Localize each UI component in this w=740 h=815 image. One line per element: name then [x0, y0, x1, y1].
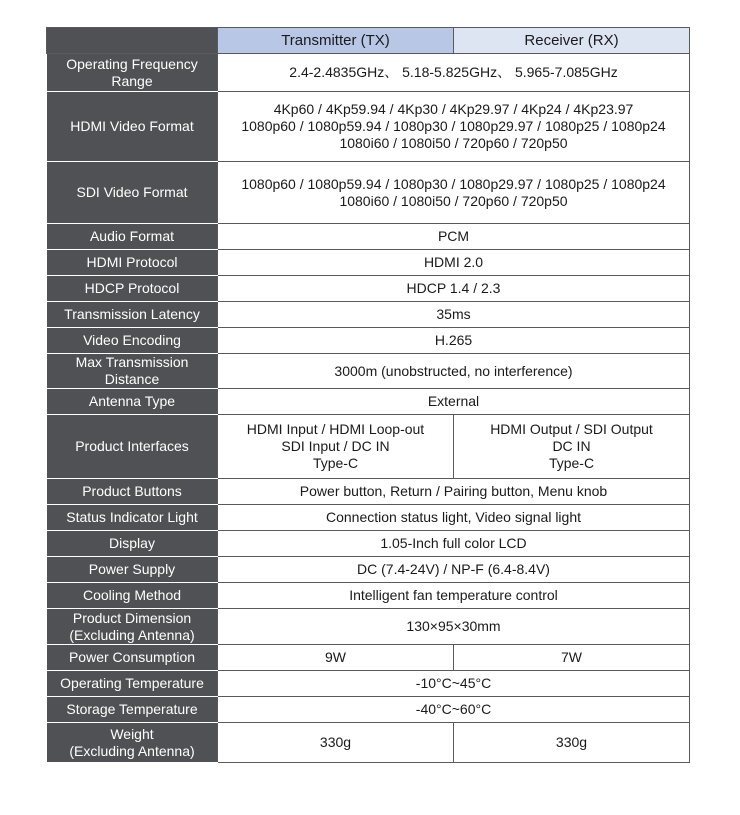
row-power-supply	[47, 557, 690, 583]
spec-label	[47, 609, 218, 645]
spec-label	[47, 389, 218, 415]
row-product-interfaces	[47, 415, 690, 479]
spec-value	[218, 224, 690, 250]
spec-label	[47, 302, 218, 328]
spec-label	[47, 250, 218, 276]
spec-value-rx	[454, 723, 690, 763]
spec-label-line: Video Encoding	[83, 332, 181, 348]
spec-label	[47, 671, 218, 697]
spec-value	[218, 531, 690, 557]
spec-value-line: -10°C~45°C	[415, 675, 492, 691]
row-sdi-video-format	[47, 162, 690, 224]
spec-value-line: 1080p60 / 1080p59.94 / 1080p30 / 1080p29.97 / 1080p25 / 1080p24	[241, 118, 666, 134]
spec-label-line: Cooling Method	[82, 587, 182, 603]
row-display	[47, 531, 690, 557]
spec-label-line: Power Consumption	[68, 649, 196, 665]
row-cooling-method	[47, 583, 690, 609]
spec-value-rx-line: DC IN	[552, 438, 591, 454]
spec-label-line: Distance	[104, 371, 160, 387]
spec-label-line: Storage Temperature	[66, 701, 198, 717]
spec-label	[47, 531, 218, 557]
spec-value-line: 1.05-Inch full color LCD	[380, 535, 527, 551]
spec-value	[218, 557, 690, 583]
spec-value-tx-line: 330g	[319, 734, 352, 750]
spec-label-line: Audio Format	[89, 228, 175, 244]
spec-value-line: HDCP 1.4 / 2.3	[406, 280, 501, 296]
spec-value-rx	[454, 415, 690, 479]
spec-value-rx-line: HDMI Output / SDI Output	[490, 421, 653, 437]
spec-label	[47, 328, 218, 354]
spec-label	[47, 645, 218, 671]
spec-value-line: Intelligent fan temperature control	[349, 587, 558, 603]
spec-value	[218, 671, 690, 697]
spec-value	[218, 328, 690, 354]
row-operating-frequency-range	[47, 54, 690, 92]
spec-value-line: HDMI 2.0	[423, 254, 484, 270]
spec-label-line: Display	[109, 535, 155, 551]
spec-value	[218, 697, 690, 723]
spec-value	[218, 505, 690, 531]
row-product-buttons	[47, 479, 690, 505]
spec-value-line: 2.4-2.4835GHz、 5.18-5.825GHz、 5.965-7.085GHz	[289, 64, 618, 80]
row-max-transmission-distance	[47, 354, 690, 389]
spec-value-line: 1080p60 / 1080p59.94 / 1080p30 / 1080p29.97 / 1080p25 / 1080p24	[241, 175, 666, 192]
spec-label-line: (Excluding Antenna)	[69, 742, 195, 759]
spec-label	[47, 92, 218, 162]
spec-label-line: Transmission Latency	[64, 306, 200, 322]
spec-label	[47, 276, 218, 302]
spec-label	[47, 54, 218, 92]
spec-value-line: 4Kp60 / 4Kp59.94 / 4Kp30 / 4Kp29.97 / 4Kp24 / 4Kp23.97	[273, 101, 634, 117]
spec-label	[47, 557, 218, 583]
spec-value	[218, 389, 690, 415]
spec-label-line: Operating Frequency	[66, 55, 198, 72]
row-antenna-type	[47, 389, 690, 415]
header-transmitter: Transmitter (TX)	[218, 28, 454, 54]
spec-value-line: 1080i60 / 1080i50 / 720p60 / 720p50	[339, 135, 568, 151]
spec-value-tx-line: SDI Input / DC IN	[281, 438, 390, 454]
row-audio-format	[47, 224, 690, 250]
spec-value-line: H.265	[434, 332, 473, 348]
spec-value	[218, 276, 690, 302]
spec-value-line: 1080i60 / 1080i50 / 720p60 / 720p50	[339, 192, 568, 209]
header-row	[47, 28, 690, 54]
spec-label	[47, 415, 218, 479]
spec-value	[218, 54, 690, 92]
spec-label-line: Max Transmission	[75, 354, 189, 370]
spec-value-rx-line: Type-C	[548, 455, 595, 471]
spec-label	[47, 354, 218, 389]
spec-value-tx-line: HDMI Input / HDMI Loop-out	[246, 421, 425, 437]
spec-value-line: DC (7.4-24V) / NP-F (6.4-8.4V)	[357, 561, 550, 577]
spec-value	[218, 583, 690, 609]
spec-label	[47, 479, 218, 505]
row-status-indicator-light	[47, 505, 690, 531]
spec-label-line: HDCP Protocol	[84, 280, 180, 296]
spec-label-line: Product Dimension	[72, 609, 192, 626]
spec-value-rx-line: 7W	[561, 649, 582, 665]
spec-value	[218, 162, 690, 224]
spec-label-line: HDMI Video Format	[70, 118, 194, 134]
spec-value	[218, 92, 690, 162]
spec-value-tx	[218, 645, 454, 671]
spec-label-line: HDMI Protocol	[86, 254, 178, 270]
row-video-encoding	[47, 328, 690, 354]
spec-value-line: Power button, Return / Pairing button, Menu knob	[299, 483, 608, 499]
spec-value-tx-line: Type-C	[312, 455, 359, 471]
spec-value-line: 130×95×30mm	[406, 618, 501, 634]
spec-value-line: External	[427, 393, 480, 409]
spec-value	[218, 609, 690, 645]
row-hdcp-protocol	[47, 276, 690, 302]
spec-value	[218, 302, 690, 328]
spec-value	[218, 250, 690, 276]
spec-label-line: Range	[111, 72, 153, 89]
row-hdmi-video-format	[47, 92, 690, 162]
row-weight-excluding-antenna	[47, 723, 690, 763]
row-hdmi-protocol	[47, 250, 690, 276]
spec-value-line: PCM	[437, 228, 470, 244]
row-product-dimension-excluding-antenna	[47, 609, 690, 645]
spec-value-rx	[454, 645, 690, 671]
row-operating-temperature	[47, 671, 690, 697]
spec-label	[47, 162, 218, 224]
row-power-consumption	[47, 645, 690, 671]
spec-label-line: Power Supply	[88, 561, 176, 577]
spec-label-line: Product Interfaces	[75, 438, 189, 454]
spec-label	[47, 505, 218, 531]
spec-label-line: Antenna Type	[88, 393, 176, 409]
spec-value	[218, 479, 690, 505]
spec-label-line: Status Indicator Light	[66, 509, 198, 525]
spec-value-line: Connection status light, Video signal light	[325, 509, 581, 525]
header-receiver: Receiver (RX)	[454, 28, 690, 54]
spec-label-line: (Excluding Antenna)	[69, 626, 195, 643]
spec-label	[47, 697, 218, 723]
spec-label	[47, 224, 218, 250]
spec-value-tx-line: 9W	[325, 649, 346, 665]
spec-value-tx	[218, 723, 454, 763]
spec-label	[47, 723, 218, 763]
spec-table	[46, 27, 690, 763]
row-transmission-latency	[47, 302, 690, 328]
spec-value	[218, 354, 690, 389]
header-corner	[47, 28, 218, 54]
spec-value-tx	[218, 415, 454, 479]
spec-label-line: Product Buttons	[82, 483, 182, 499]
spec-value-line: 3000m (unobstructed, no interference)	[334, 362, 573, 379]
spec-label-line: SDI Video Format	[76, 184, 188, 200]
spec-value-line: 35ms	[436, 306, 471, 322]
spec-value-line: -40°C~60°C	[415, 701, 492, 717]
spec-value-rx-line: 330g	[555, 734, 588, 750]
row-storage-temperature	[47, 697, 690, 723]
spec-label	[47, 583, 218, 609]
spec-label-line: Weight	[110, 725, 154, 742]
spec-label-line: Operating Temperature	[60, 675, 204, 691]
